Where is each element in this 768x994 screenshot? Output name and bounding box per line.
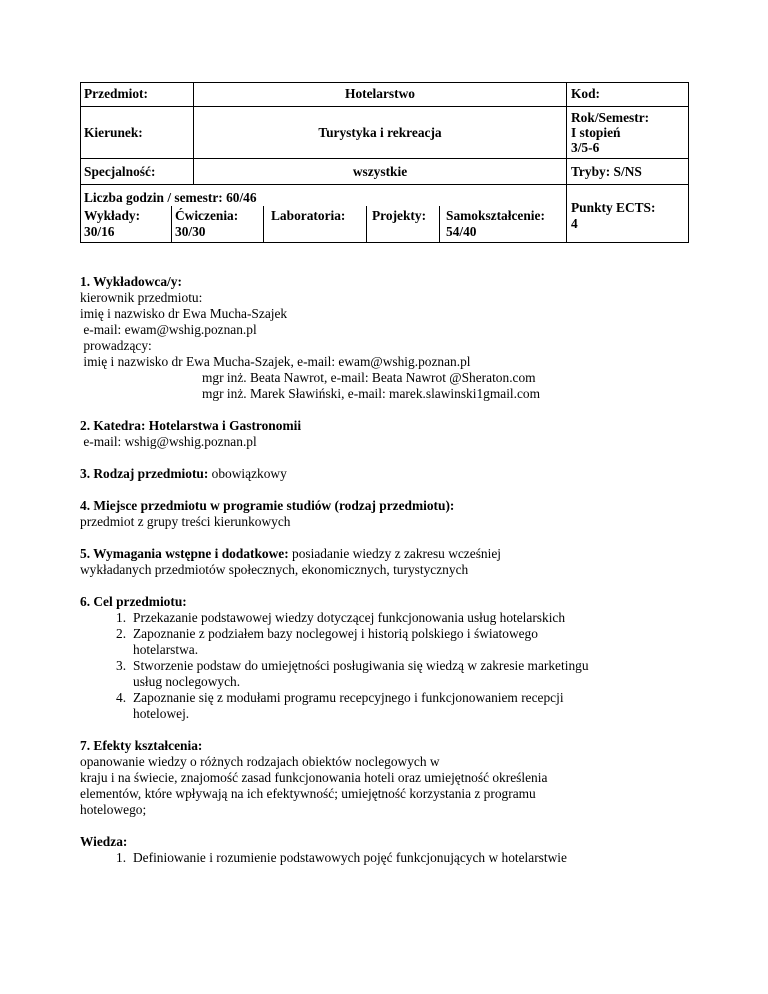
section-1-heading: 1. Wykładowca/y: — [80, 274, 182, 289]
kod-label: Kod: — [571, 86, 601, 101]
list-item: hotelowej. — [133, 706, 190, 721]
tryby: Tryby: S/NS — [571, 164, 642, 179]
section-5-heading: 5. Wymagania wstępne i dodatkowe: — [80, 546, 289, 561]
section-2-heading: 2. Katedra: Hotelarstwa i Gastronomii — [80, 418, 302, 433]
section-6-heading: 6. Cel przedmiotu: — [80, 594, 187, 609]
section-3 — [80, 466, 287, 482]
cwiczenia-label: Ćwiczenia: — [175, 208, 239, 223]
laboratoria-label: Laboratoria: — [271, 208, 346, 223]
s4-line: przedmiot z grupy treści kierunkowych — [80, 514, 291, 529]
section-3-value: obowiązkowy — [208, 466, 287, 481]
cwiczenia-value: 30/30 — [175, 224, 206, 239]
samoksztalcenie-label: Samokształcenie: — [446, 208, 545, 223]
przedmiot-value: Hotelarstwo — [345, 86, 415, 101]
specjalnosc-value: wszystkie — [352, 164, 408, 179]
wiedza-heading: Wiedza: — [80, 834, 128, 849]
s1-line: imię i nazwisko dr Ewa Mucha-Szajek, e-mail: ewam@wshig.poznan.pl — [80, 354, 471, 369]
s1-line: prowadzący: — [80, 338, 152, 353]
section-4-heading: 4. Miejsce przedmiotu w programie studiów (rodzaj przedmiotu): — [80, 498, 455, 513]
list-item-number: 4. — [116, 690, 127, 705]
s1-line: imię i nazwisko dr Ewa Mucha-Szajek — [80, 306, 288, 321]
s1-line: mgr inż. Beata Nawrot, e-mail: Beata Nawrot @Sheraton.com — [202, 370, 536, 385]
s1-line: e-mail: ewam@wshig.poznan.pl — [80, 322, 257, 337]
rok-semestr-stopien: I stopień — [571, 125, 621, 140]
s2-line: e-mail: wshig@wshig.poznan.pl — [80, 434, 257, 449]
section-3-heading: 3. Rodzaj przedmiotu: — [80, 466, 209, 481]
list-item: Definiowanie i rozumienie podstawowych pojęć funkcjonujących w hotelarstwie — [133, 850, 567, 865]
ects-value: 4 — [571, 216, 578, 231]
list-item: usług noclegowych. — [133, 674, 241, 689]
kierunek-value: Turystyka i rekreacja — [318, 125, 442, 140]
wyklady-value: 30/16 — [84, 224, 115, 239]
list-item-number: 2. — [116, 626, 127, 641]
list-item-number: 3. — [116, 658, 127, 673]
kierunek-label: Kierunek: — [84, 125, 143, 140]
ects-label: Punkty ECTS: — [571, 200, 656, 215]
rok-semestr-label: Rok/Semestr: — [571, 110, 650, 125]
s7-line: opanowanie wiedzy o różnych rodzajach obiektów noclegowych w — [80, 754, 440, 769]
liczba-godzin: Liczba godzin / semestr: 60/46 — [84, 190, 257, 205]
s5-line: posiadanie wiedzy z zakresu wcześniej — [288, 546, 501, 561]
list-item: Stworzenie podstaw do umiejętności posługiwania się wiedzą w zakresie marketingu — [133, 658, 589, 673]
specjalnosc-label: Specjalność: — [84, 164, 156, 179]
list-item-number: 1. — [116, 850, 127, 865]
samoksztalcenie-value: 54/40 — [446, 224, 477, 239]
course-info-table — [80, 82, 688, 243]
s7-line: elementów, które wpływają na ich efektywność; umiejętność korzystania z programu — [80, 786, 536, 801]
s1-line: kierownik przedmiotu: — [80, 290, 203, 305]
wyklady-label: Wykłady: — [84, 208, 141, 223]
s7-line: kraju i na świecie, znajomość zasad funkcjonowania hoteli oraz umiejętność określenia — [80, 770, 548, 785]
s7-line: hotelowego; — [80, 802, 147, 817]
s5-line: wykładanych przedmiotów społecznych, ekonomicznych, turystycznych — [80, 562, 469, 577]
list-item-number: 1. — [116, 610, 127, 625]
list-item: Zapoznanie się z modułami programu recepcyjnego i funkcjonowaniem recepcji — [133, 690, 564, 705]
list-item: hotelarstwa. — [133, 642, 199, 657]
list-item: Zapoznanie z podziałem bazy noclegowej i historią polskiego i światowego — [133, 626, 538, 641]
list-item: Przekazanie podstawowej wiedzy dotyczącej funkcjonowania usług hotelarskich — [133, 610, 566, 625]
s1-line: mgr inż. Marek Sławiński, e-mail: marek.slawinski1gmail.com — [202, 386, 541, 401]
section-7-heading: 7. Efekty kształcenia: — [80, 738, 203, 753]
rok-semestr-value: 3/5-6 — [571, 140, 600, 155]
przedmiot-label: Przedmiot: — [84, 86, 148, 101]
section-5 — [80, 546, 501, 562]
projekty-label: Projekty: — [372, 208, 427, 223]
